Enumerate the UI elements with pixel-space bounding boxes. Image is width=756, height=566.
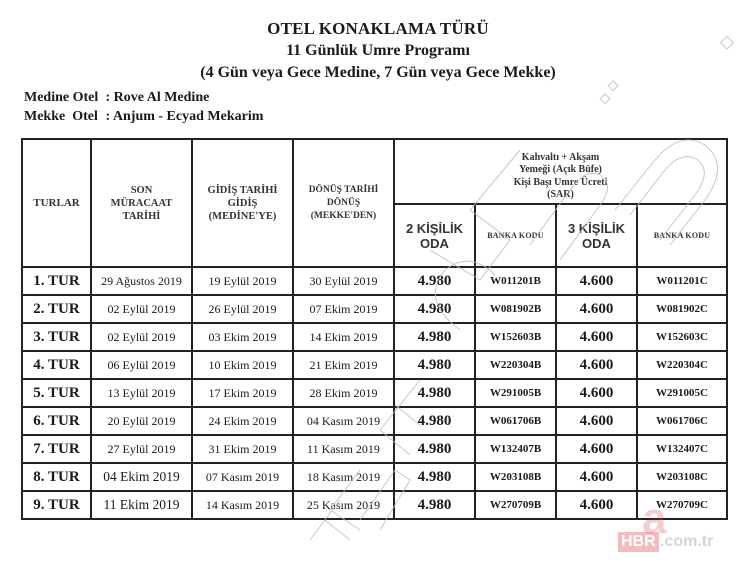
tur-cell: 1. TUR: [22, 267, 91, 295]
price-3-kisilik-cell: 4.600: [556, 323, 637, 351]
header-turlar: TURLAR: [22, 139, 91, 267]
header-line: SON: [130, 184, 153, 196]
price-2-kisilik-cell: 4.980: [394, 491, 475, 519]
medine-hotel-label: Medine Otel: [24, 90, 99, 105]
program-subtitle: 11 Günlük Umre Programı: [286, 42, 470, 59]
gidis-cell: 10 Ekim 2019: [192, 351, 293, 379]
son-muracaat-cell: 06 Eylül 2019: [91, 351, 192, 379]
bank-code-3-cell: W270709C: [637, 491, 727, 519]
header-line: (SAR): [547, 189, 574, 200]
document-title: OTEL KONAKLAMA TÜRÜ: [267, 19, 489, 38]
son-muracaat-cell: 20 Eylül 2019: [91, 407, 192, 435]
price-3-kisilik-cell: 4.600: [556, 295, 637, 323]
tur-cell: 4. TUR: [22, 351, 91, 379]
header-line: (MEKKE'DEN): [310, 210, 377, 221]
son-muracaat-cell: 02 Eylül 2019: [91, 295, 192, 323]
tur-cell: 6. TUR: [22, 407, 91, 435]
bank-code-3-cell: W291005C: [637, 379, 727, 407]
header-meal-price-group: [394, 139, 727, 204]
donus-cell: 11 Kasım 2019: [293, 435, 394, 463]
bank-code-3-cell: W203108C: [637, 463, 727, 491]
bank-code-2-cell: W132407B: [475, 435, 556, 463]
price-3-kisilik-cell: 4.600: [556, 267, 637, 295]
program-duration: (4 Gün veya Gece Medine, 7 Gün veya Gece Mekke): [200, 64, 556, 81]
header-line: GİDİŞ TARİHİ: [207, 184, 278, 196]
table-row: [22, 323, 727, 351]
donus-cell: 04 Kasım 2019: [293, 407, 394, 435]
son-muracaat-cell: 13 Eylül 2019: [91, 379, 192, 407]
price-2-kisilik-cell: 4.980: [394, 407, 475, 435]
header-line: Kişi Başı Umre Ücreti: [513, 176, 608, 188]
tur-cell: 5. TUR: [22, 379, 91, 407]
son-muracaat-cell: 04 Ekim 2019: [91, 463, 192, 491]
logo-domain: .com.tr: [660, 533, 714, 550]
header-line: TARİHİ: [122, 210, 161, 222]
bank-code-2-cell: W011201B: [475, 267, 556, 295]
header-son-muracaat: [91, 139, 192, 267]
donus-cell: 28 Ekim 2019: [293, 379, 394, 407]
table-row: [22, 379, 727, 407]
price-2-kisilik-cell: 4.980: [394, 379, 475, 407]
gidis-cell: 24 Ekim 2019: [192, 407, 293, 435]
header-line: 3 KİŞİLİK: [567, 220, 626, 236]
price-2-kisilik-cell: 4.980: [394, 295, 475, 323]
header-banka-kodu-3: BANKA KODU: [637, 204, 727, 267]
donus-cell: 07 Ekim 2019: [293, 295, 394, 323]
header-line: GİDİŞ: [227, 197, 258, 209]
donus-cell: 30 Eylül 2019: [293, 267, 394, 295]
table-row: [22, 267, 727, 295]
donus-cell: 14 Ekim 2019: [293, 323, 394, 351]
gidis-cell: 26 Eylül 2019: [192, 295, 293, 323]
bank-code-2-cell: W081902B: [475, 295, 556, 323]
price-3-kisilik-cell: 4.600: [556, 351, 637, 379]
bank-code-2-cell: W220304B: [475, 351, 556, 379]
donus-cell: 21 Ekim 2019: [293, 351, 394, 379]
bank-code-3-cell: W132407C: [637, 435, 727, 463]
tur-cell: 9. TUR: [22, 491, 91, 519]
bank-code-3-cell: W061706C: [637, 407, 727, 435]
price-3-kisilik-cell: 4.600: [556, 491, 637, 519]
tur-cell: 3. TUR: [22, 323, 91, 351]
header-line: 2 KİŞİLİK: [405, 220, 464, 236]
header-donus: [293, 139, 394, 267]
price-2-kisilik-cell: 4.980: [394, 351, 475, 379]
gidis-cell: 31 Ekim 2019: [192, 435, 293, 463]
header-banka-kodu-2: BANKA KODU: [475, 204, 556, 267]
donus-cell: 25 Kasım 2019: [293, 491, 394, 519]
header-line: ODA: [420, 235, 449, 251]
price-2-kisilik-cell: 4.980: [394, 435, 475, 463]
table-row: [22, 295, 727, 323]
bank-code-3-cell: W152603C: [637, 323, 727, 351]
bank-code-2-cell: W203108B: [475, 463, 556, 491]
bank-code-2-cell: W270709B: [475, 491, 556, 519]
tur-cell: 7. TUR: [22, 435, 91, 463]
bank-code-3-cell: W011201C: [637, 267, 727, 295]
mekke-hotel-label: Mekke Otel: [24, 109, 98, 124]
medine-hotel: [24, 90, 209, 106]
son-muracaat-cell: 27 Eylül 2019: [91, 435, 192, 463]
son-muracaat-cell: 02 Eylül 2019: [91, 323, 192, 351]
price-2-kisilik-cell: 4.980: [394, 463, 475, 491]
gidis-cell: 07 Kasım 2019: [192, 463, 293, 491]
table-row: [22, 351, 727, 379]
price-3-kisilik-cell: 4.600: [556, 407, 637, 435]
price-3-kisilik-cell: 4.600: [556, 435, 637, 463]
medine-hotel-value: : Rove Al Medine: [105, 90, 210, 105]
mekke-hotel: [24, 109, 263, 125]
price-3-kisilik-cell: 4.600: [556, 463, 637, 491]
price-2-kisilik-cell: 4.980: [394, 323, 475, 351]
price-2-kisilik-cell: 4.980: [394, 267, 475, 295]
logo-letter: a: [642, 494, 667, 543]
logo-hbr-box: HBR: [618, 532, 659, 552]
bank-code-2-cell: W152603B: [475, 323, 556, 351]
table-row: [22, 407, 727, 435]
gidis-cell: 19 Eylül 2019: [192, 267, 293, 295]
tour-schedule-table: [21, 138, 728, 520]
header-line: ODA: [582, 235, 611, 251]
son-muracaat-cell: 29 Ağustos 2019: [91, 267, 192, 295]
header-gidis: [192, 139, 293, 267]
header-line: (MEDİNE'YE): [208, 210, 277, 222]
hbr-logo-watermark: [618, 494, 756, 560]
header-2-kisilik-oda: [394, 204, 475, 267]
son-muracaat-cell: 11 Ekim 2019: [91, 491, 192, 519]
table-row: [22, 463, 727, 491]
mekke-hotel-value: : Anjum - Ecyad Mekarim: [105, 109, 264, 124]
header-line: MÜRACAAT: [110, 197, 173, 209]
gidis-cell: 17 Ekim 2019: [192, 379, 293, 407]
bank-code-3-cell: W081902C: [637, 295, 727, 323]
gidis-cell: 14 Kasım 2019: [192, 491, 293, 519]
header-3-kisilik-oda: [556, 204, 637, 267]
header-line: Yemeği (Açık Büfe): [519, 164, 602, 175]
table-row: [22, 435, 727, 463]
header-line: DÖNÜŞ TARİHİ: [308, 184, 379, 195]
bank-code-3-cell: W220304C: [637, 351, 727, 379]
header-line: DÖNÜŞ: [326, 197, 361, 208]
header-line: Kahvaltı + Akşam: [521, 151, 600, 163]
bank-code-2-cell: W061706B: [475, 407, 556, 435]
tur-cell: 2. TUR: [22, 295, 91, 323]
price-3-kisilik-cell: 4.600: [556, 379, 637, 407]
tur-cell: 8. TUR: [22, 463, 91, 491]
donus-cell: 18 Kasım 2019: [293, 463, 394, 491]
bank-code-2-cell: W291005B: [475, 379, 556, 407]
gidis-cell: 03 Ekim 2019: [192, 323, 293, 351]
